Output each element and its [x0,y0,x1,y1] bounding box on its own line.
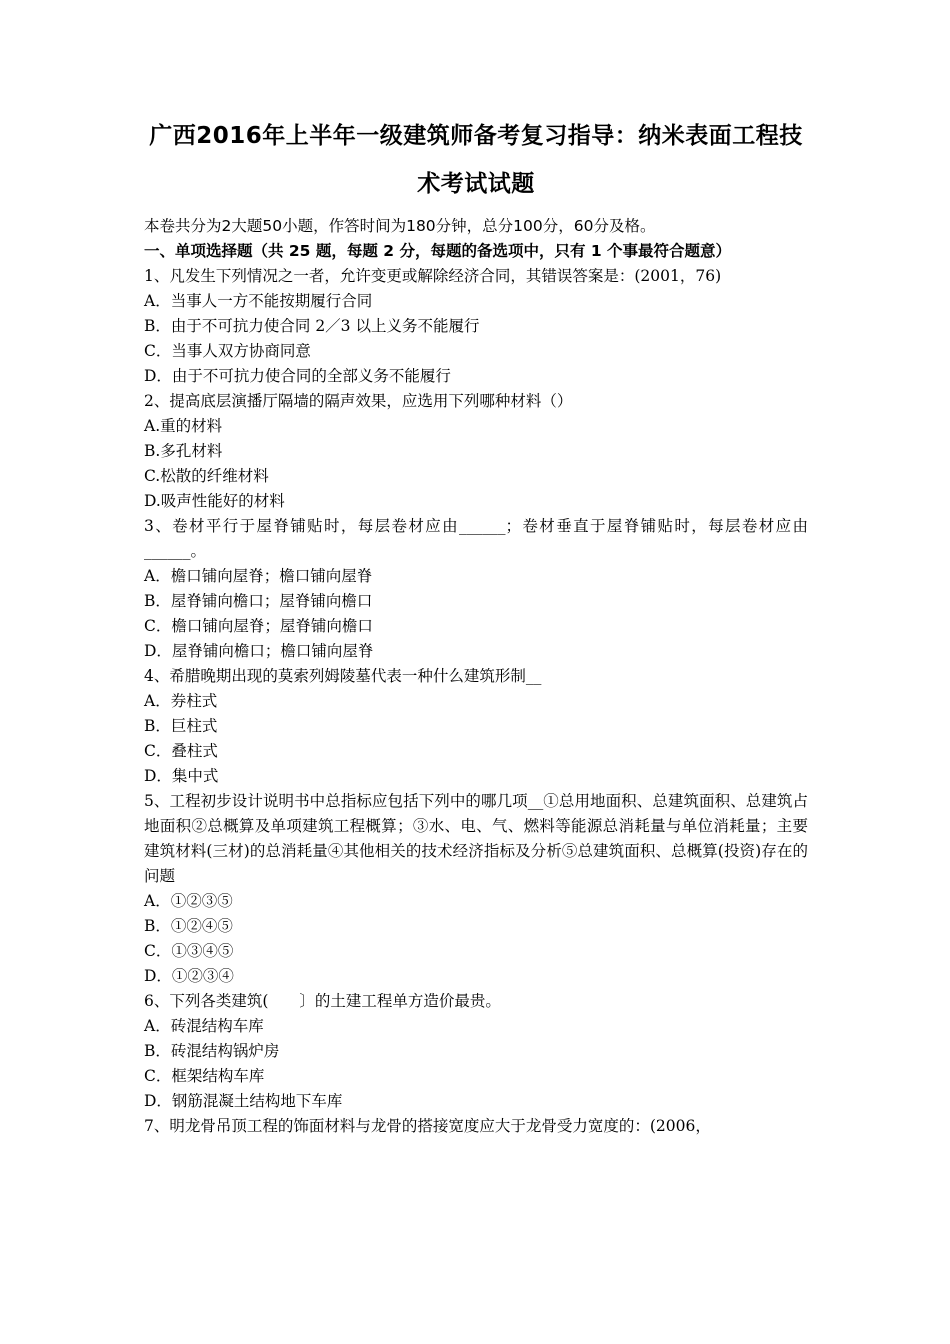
answer-option: B．砖混结构锅炉房 [144,1042,280,1060]
question-item [144,389,808,514]
question-stem: 6、下列各类建筑( 〕的土建工程单方造价最贵。 [144,992,501,1010]
question-item [144,789,808,989]
answer-option: C．檐口铺向屋脊；屋脊铺向檐口 [144,617,373,635]
answer-option: C．①③④⑤ [144,942,234,960]
answer-option: C．当事人双方协商同意 [144,342,311,360]
question-item [144,989,808,1114]
question-item [144,664,808,789]
answer-option: A．券柱式 [144,692,218,710]
answer-option: C．框架结构车库 [144,1067,265,1085]
answer-option: D．屋脊铺向檐口；檐口铺向屋脊 [144,642,374,660]
question-stem: 7、明龙骨吊顶工程的饰面材料与龙骨的搭接宽度应大于龙骨受力宽度的：(2006， [144,1117,711,1135]
answer-option: A.重的材料 [144,417,223,435]
answer-option: B．由于不可抗力使合同 2／3 以上义务不能履行 [144,317,480,335]
answer-option: C.松散的纤维材料 [144,467,269,485]
question-stem: 1、凡发生下列情况之一者，允许变更或解除经济合同，其错误答案是：(2001，76) [144,267,722,285]
answer-option: D．①②③④ [144,967,234,985]
answer-option: B．①②④⑤ [144,917,233,935]
question-stem: 5、工程初步设计说明书中总指标应包括下列中的哪几项__①总用地面积、总建筑面积、总建筑占地面积②总概算及单项建筑工程概算；③水、电、气、燃料等能源总消耗量与单位消耗量；主要建筑材料(三材)的总消耗量④其他相关的技术经济指标及分析⑤总建筑面积、总概算(投资)存在的问题 [144,792,808,885]
answer-option: D.吸声性能好的材料 [144,492,285,510]
answer-option: A．当事人一方不能按期履行合同 [144,292,373,310]
answer-option: C．叠柱式 [144,742,218,760]
document-page [144,112,808,1139]
exam-intro: 本卷共分为2大题50小题，作答时间为180分钟，总分100分，60分及格。 [144,217,656,235]
question-item [144,264,808,389]
answer-option: B.多孔材料 [144,442,223,460]
answer-option: A．檐口铺向屋脊；檐口铺向屋脊 [144,567,373,585]
answer-option: D．集中式 [144,767,219,785]
document-title: 广西2016年上半年一级建筑师备考复习指导：纳米表面工程技术考试试题 [149,123,803,197]
answer-option: D．由于不可抗力使合同的全部义务不能履行 [144,367,451,385]
question-stem: 4、希腊晚期出现的莫索列姆陵墓代表一种什么建筑形制__ [144,667,542,685]
answer-option: B．巨柱式 [144,717,218,735]
question-list [144,264,808,1139]
question-item [144,1114,808,1139]
answer-option: B．屋脊铺向檐口；屋脊铺向檐口 [144,592,373,610]
question-stem: 3、卷材平行于屋脊铺贴时，每层卷材应由______；卷材垂直于屋脊铺贴时，每层卷材应由______。 [144,517,808,560]
answer-option: D．钢筋混凝土结构地下车库 [144,1092,343,1110]
question-stem: 2、提高底层演播厅隔墙的隔声效果，应选用下列哪种材料（） [144,392,573,410]
answer-option: A．①②③⑤ [144,892,233,910]
answer-option: A．砖混结构车库 [144,1017,264,1035]
question-item [144,514,808,664]
section-heading: 一、单项选择题（共 25 题，每题 2 分，每题的备选项中，只有 1 个事最符合题意） [144,242,732,260]
